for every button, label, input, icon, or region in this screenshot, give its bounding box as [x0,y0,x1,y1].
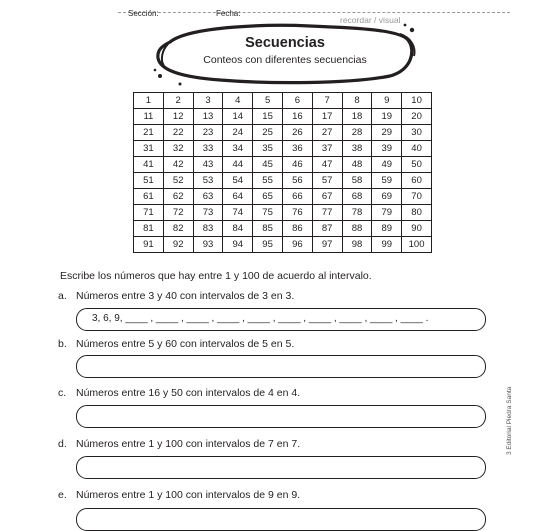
grid-cell: 43 [193,157,223,173]
grid-cell: 79 [372,205,402,221]
grid-cell: 22 [163,125,193,141]
number-grid [133,92,432,253]
grid-cell: 61 [134,189,164,205]
grid-cell: 100 [402,237,432,253]
grid-cell: 72 [163,205,193,221]
grid-cell: 57 [312,173,342,189]
grid-cell: 82 [163,221,193,237]
grid-cell: 25 [253,125,283,141]
grid-cell: 34 [223,141,253,157]
grid-cell: 63 [193,189,223,205]
grid-cell: 71 [134,205,164,221]
grid-cell: 28 [342,125,372,141]
grid-cell: 75 [253,205,283,221]
question-letter: a. [58,290,67,302]
grid-cell: 64 [223,189,253,205]
grid-cell: 69 [372,189,402,205]
grid-row [134,173,432,189]
instruction: Escribe los números que hay entre 1 y 100 de acuerdo al intervalo. [60,270,372,282]
seccion-label: Sección: [128,9,159,18]
grid-cell: 41 [134,157,164,173]
grid-cell: 3 [193,93,223,109]
question-e [58,489,300,501]
grid-cell: 44 [223,157,253,173]
grid-cell: 35 [253,141,283,157]
question-text: Números entre 3 y 40 con intervalos de 3 en 3. [76,290,295,302]
grid-cell: 60 [402,173,432,189]
grid-cell: 74 [223,205,253,221]
grid-cell: 23 [193,125,223,141]
grid-cell: 45 [253,157,283,173]
grid-row [134,221,432,237]
grid-cell: 47 [312,157,342,173]
grid-cell: 4 [223,93,253,109]
question-text: Números entre 1 y 100 con intervalos de 9 en 9. [76,489,301,501]
grid-cell: 40 [402,141,432,157]
grid-cell: 89 [372,221,402,237]
grid-cell: 17 [312,109,342,125]
grid-cell: 80 [402,205,432,221]
grid-cell: 96 [282,237,312,253]
grid-cell: 92 [163,237,193,253]
header-line [118,9,510,25]
grid-cell: 39 [372,141,402,157]
grid-cell: 27 [312,125,342,141]
grid-row [134,109,432,125]
grid-cell: 31 [134,141,164,157]
grid-row [134,189,432,205]
grid-cell: 19 [372,109,402,125]
question-a [58,290,294,302]
grid-cell: 99 [372,237,402,253]
grid-cell: 9 [372,93,402,109]
grid-cell: 42 [163,157,193,173]
grid-cell: 56 [282,173,312,189]
grid-cell: 2 [163,93,193,109]
question-text: Números entre 1 y 100 con intervalos de 7 en 7. [76,438,301,450]
question-text: Números entre 5 y 60 con intervalos de 5 en 5. [76,338,295,350]
grid-cell: 98 [342,237,372,253]
grid-cell: 20 [402,109,432,125]
grid-cell: 97 [312,237,342,253]
page-subtitle: Conteos con diferentes secuencias [203,54,367,66]
grid-cell: 91 [134,237,164,253]
grid-cell: 21 [134,125,164,141]
grid-cell: 49 [372,157,402,173]
grid-cell: 11 [134,109,164,125]
grid-cell: 76 [282,205,312,221]
answer-box[interactable] [76,456,486,479]
question-letter: b. [58,338,67,350]
grid-cell: 51 [134,173,164,189]
grid-cell: 85 [253,221,283,237]
publisher-credit: 3 Editorial Piedra Santa [506,386,513,455]
grid-cell: 94 [223,237,253,253]
grid-row [134,205,432,221]
grid-cell: 65 [253,189,283,205]
grid-cell: 33 [193,141,223,157]
grid-cell: 70 [402,189,432,205]
grid-cell: 62 [163,189,193,205]
question-letter: c. [58,387,67,399]
grid-row [134,237,432,253]
grid-row [134,141,432,157]
grid-cell: 95 [253,237,283,253]
grid-cell: 1 [134,93,164,109]
grid-cell: 50 [402,157,432,173]
grid-cell: 54 [223,173,253,189]
question-text: Números entre 16 y 50 con intervalos de 4 en 4. [76,387,301,399]
fecha-label: Fecha: [216,9,241,18]
grid-cell: 36 [282,141,312,157]
grid-cell: 38 [342,141,372,157]
question-b [58,338,294,350]
answer-box[interactable] [76,508,486,531]
grid-cell: 52 [163,173,193,189]
grid-row [134,93,432,109]
grid-cell: 55 [253,173,283,189]
grid-cell: 77 [312,205,342,221]
answer-text: 3, 6, 9, ____ , ____ , ____ , ____ , ____ , ____ , ____ , ____ , ____ , ____ . [92,313,429,324]
grid-cell: 24 [223,125,253,141]
answer-box[interactable] [76,405,486,428]
grid-cell: 53 [193,173,223,189]
grid-cell: 68 [342,189,372,205]
question-c [58,387,300,399]
grid-cell: 13 [193,109,223,125]
grid-cell: 29 [372,125,402,141]
grid-cell: 5 [253,93,283,109]
grid-cell: 12 [163,109,193,125]
grid-cell: 46 [282,157,312,173]
grid-cell: 73 [193,205,223,221]
grid-cell: 30 [402,125,432,141]
grid-cell: 16 [282,109,312,125]
header-right-fragment: recordar / visual [340,15,401,25]
grid-cell: 81 [134,221,164,237]
grid-cell: 8 [342,93,372,109]
grid-cell: 26 [282,125,312,141]
grid-cell: 86 [282,221,312,237]
title-banner [150,20,420,88]
grid-cell: 7 [312,93,342,109]
grid-cell: 78 [342,205,372,221]
grid-cell: 67 [312,189,342,205]
grid-cell: 93 [193,237,223,253]
grid-cell: 58 [342,173,372,189]
grid-cell: 66 [282,189,312,205]
page-title: Secuencias [245,35,325,51]
question-letter: d. [58,438,67,450]
grid-cell: 15 [253,109,283,125]
grid-cell: 90 [402,221,432,237]
question-letter: e. [58,489,67,501]
answer-box[interactable] [76,355,486,378]
grid-row [134,157,432,173]
grid-cell: 87 [312,221,342,237]
grid-cell: 88 [342,221,372,237]
grid-cell: 18 [342,109,372,125]
grid-cell: 83 [193,221,223,237]
grid-cell: 37 [312,141,342,157]
grid-cell: 32 [163,141,193,157]
grid-cell: 48 [342,157,372,173]
grid-cell: 84 [223,221,253,237]
grid-cell: 59 [372,173,402,189]
grid-row [134,125,432,141]
grid-cell: 14 [223,109,253,125]
grid-cell: 6 [282,93,312,109]
grid-cell: 10 [402,93,432,109]
answer-box[interactable] [76,308,486,331]
question-d [58,438,300,450]
